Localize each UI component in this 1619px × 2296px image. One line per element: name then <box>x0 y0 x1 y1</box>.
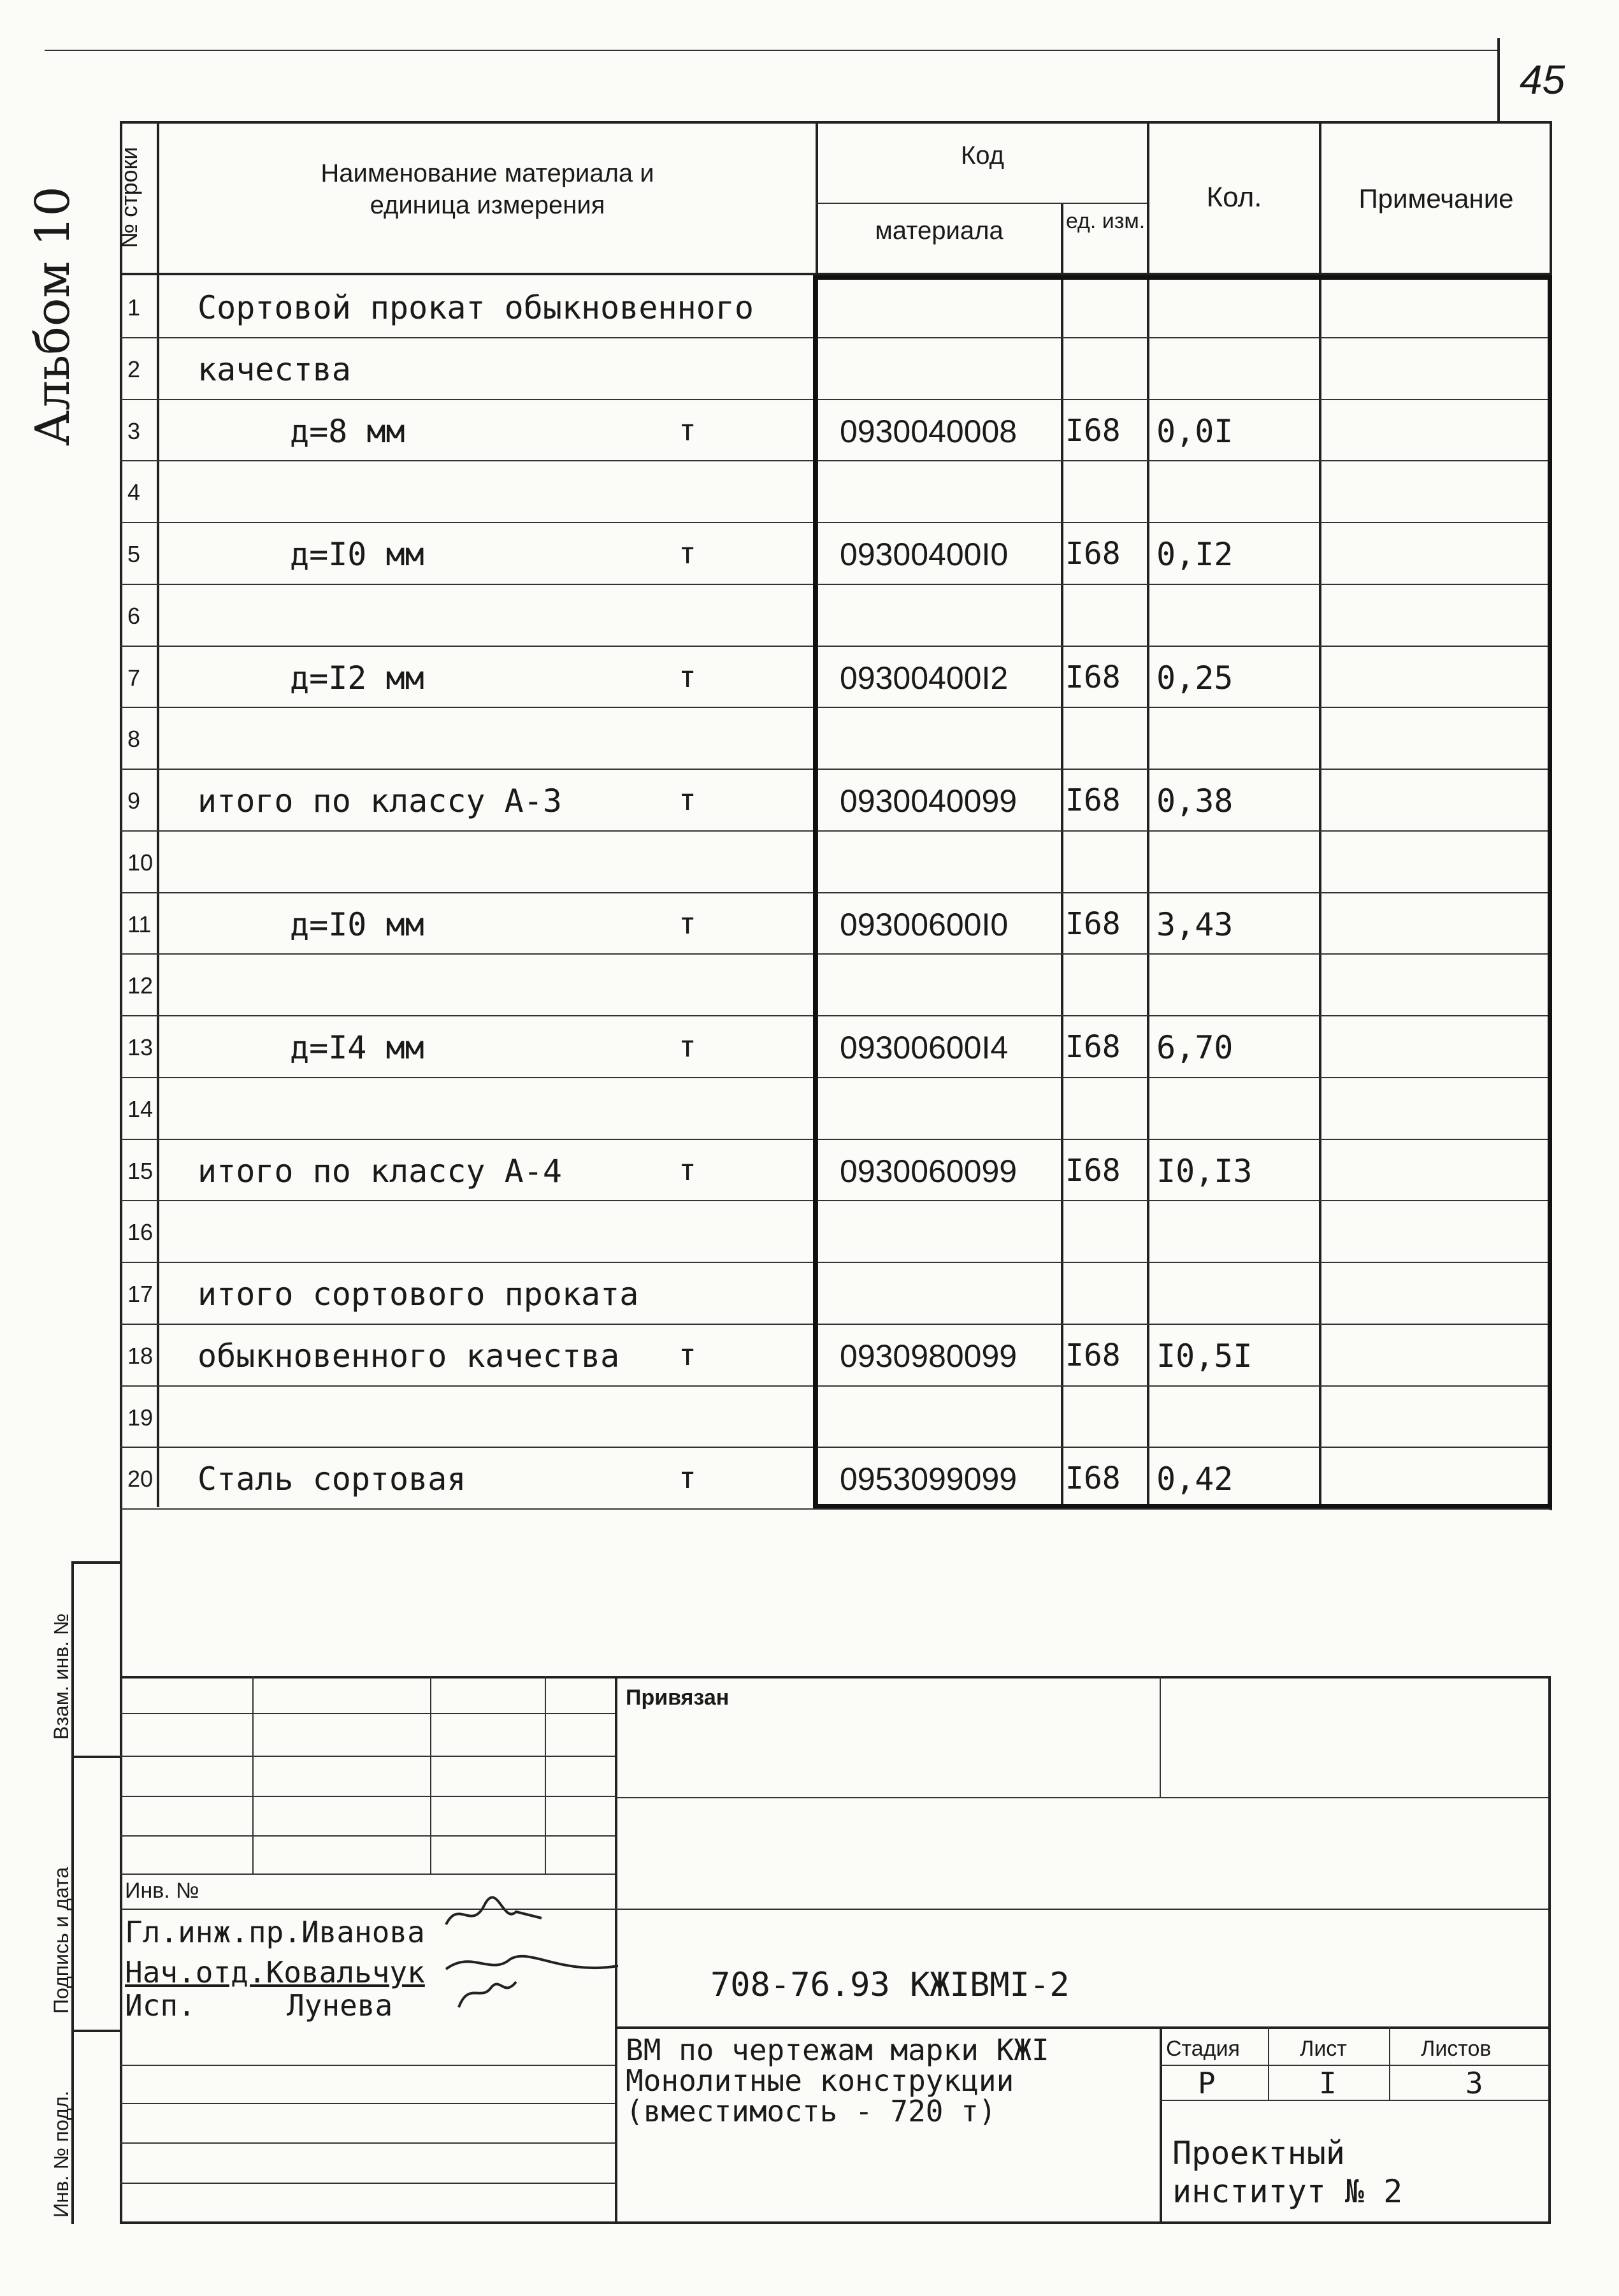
row-name: Сталь сортовая <box>198 1461 466 1498</box>
stamp-row4 <box>120 1835 615 1837</box>
row-separator <box>120 1508 1550 1510</box>
stamp-bottom-border <box>120 2221 1550 2224</box>
row-unit-code: I68 <box>1065 1461 1121 1496</box>
row-number: 13 <box>127 1034 154 1060</box>
row-material-code: 0953099099 <box>840 1461 1018 1497</box>
row-number: 9 <box>127 788 141 814</box>
stamp-row3 <box>120 1796 615 1797</box>
row-number: 14 <box>127 1096 154 1122</box>
code-subheader-border <box>816 203 1147 204</box>
person-dept-head: Нач.отд.Ковальчук <box>125 1955 425 1989</box>
row-material-code: 09300600I4 <box>840 1030 1009 1065</box>
header-row-number: № строки <box>116 147 142 249</box>
stage-value: Р <box>1198 2066 1216 2100</box>
stamp-right-border <box>1548 1676 1551 2224</box>
row-number: 6 <box>127 603 141 629</box>
title-line1: ВМ по чертежам марки КЖI <box>626 2033 1049 2067</box>
row-unit: т <box>679 660 696 694</box>
row-unit: т <box>679 536 696 570</box>
row-unit: т <box>679 783 696 817</box>
privyazan-label: Привязан <box>626 1686 730 1710</box>
stamp-label-vzam: Взам. инв. № <box>50 1613 73 1740</box>
row-unit-code: I68 <box>1065 536 1121 572</box>
stamp-right-row2 <box>615 2026 1548 2029</box>
header-code-unit: ед. изм. <box>1065 209 1146 233</box>
row-material-code: 0930040099 <box>840 783 1018 819</box>
stamp-row6 <box>120 1909 1548 1910</box>
person-chief-engineer: Гл.инж.пр.Иванова <box>125 1915 425 1949</box>
stamp-row10 <box>120 2183 615 2184</box>
stamp-col3 <box>545 1676 546 1874</box>
row-unit-code: I68 <box>1065 1029 1121 1065</box>
stamp-privyazan-divider <box>1160 1676 1161 1797</box>
row-material-code: 0930980099 <box>840 1338 1018 1374</box>
row-material-code: 09300400I0 <box>840 537 1009 572</box>
row-unit-code: I68 <box>1065 660 1121 695</box>
stamp-row5 <box>120 1874 615 1875</box>
person-executor-role: Исп. <box>125 1988 196 2023</box>
row-quantity: 0,25 <box>1156 660 1234 697</box>
sheet-value: I <box>1319 2066 1337 2100</box>
stamp-row1 <box>120 1713 615 1714</box>
row-number: 17 <box>127 1281 154 1307</box>
inv-no-label: Инв. № <box>125 1879 199 1903</box>
header-code-material: материала <box>875 217 1004 245</box>
row-number: 18 <box>127 1343 154 1369</box>
org-line1: Проектный <box>1172 2135 1345 2172</box>
header-code: Код <box>960 141 1004 170</box>
row-quantity: 0,42 <box>1156 1461 1234 1498</box>
row-name: д=I4 мм <box>290 1029 424 1066</box>
stage-value-border <box>1160 2100 1548 2101</box>
stamp-right-row1 <box>615 1797 1548 1798</box>
stamp-label-inv: Инв. № подл. <box>50 2090 73 2218</box>
row-material-code: 09300400I2 <box>840 660 1009 696</box>
stamp-row8 <box>120 2103 615 2104</box>
stamp-strip-top <box>71 1561 122 1564</box>
row-number: 16 <box>127 1219 154 1245</box>
stamp-row9 <box>120 2142 615 2144</box>
row-unit-code: I68 <box>1065 906 1121 942</box>
row-quantity: 0,0I <box>1156 413 1234 450</box>
row-number: 1 <box>127 294 141 321</box>
sheet-label: Лист <box>1300 2037 1347 2061</box>
stamp-strip-div2 <box>71 2030 122 2032</box>
person-executor-name: Лунева <box>287 1988 393 2023</box>
row-material-code: 09300600I0 <box>840 907 1009 942</box>
row-number: 3 <box>127 418 141 444</box>
stamp-strip-div1 <box>71 1756 122 1758</box>
row-number: 7 <box>127 665 141 691</box>
stamp-right-panel-divider <box>1160 2026 1162 2224</box>
row-name: д=8 мм <box>290 413 405 450</box>
row-unit: т <box>679 1029 696 1064</box>
page-number: 45 <box>1520 57 1565 103</box>
stage-col-divider <box>1268 2026 1269 2100</box>
row-name: д=I0 мм <box>290 536 424 573</box>
row-unit-code: I68 <box>1065 1338 1121 1373</box>
row-unit: т <box>679 1338 696 1372</box>
row-number: 5 <box>127 541 141 567</box>
row-number: 10 <box>127 849 154 876</box>
title-line2: Монолитные конструкции <box>626 2063 1014 2098</box>
page-number-divider <box>1497 38 1500 121</box>
stage-label: Стадия <box>1166 2037 1240 2061</box>
row-quantity: I0,5I <box>1156 1338 1253 1375</box>
signatures-image <box>433 1886 624 2014</box>
row-number: 19 <box>127 1404 154 1431</box>
header-note: Примечание <box>1358 184 1514 213</box>
sheet-col-divider <box>1389 2026 1390 2100</box>
row-unit: т <box>679 1153 696 1187</box>
top-rule <box>45 50 1497 51</box>
header-top-border <box>120 121 1552 124</box>
row-name: итого по классу А-3 <box>198 783 562 819</box>
org-line2: институт № 2 <box>1172 2173 1403 2210</box>
row-quantity: I0,I3 <box>1156 1153 1253 1190</box>
stamp-label-podpis: Подпись и дата <box>50 1866 73 2014</box>
stage-header-border <box>1160 2065 1548 2066</box>
row-number: 2 <box>127 356 141 382</box>
document-code: 708-76.93 КЖIВМI-2 <box>710 1966 1070 2004</box>
stamp-col2 <box>430 1676 431 1874</box>
sheets-label: Листов <box>1421 2037 1492 2061</box>
row-number: 20 <box>127 1466 154 1492</box>
row-name: итого по классу А-4 <box>198 1153 562 1190</box>
row-number: 12 <box>127 972 154 999</box>
row-material-code: 0930060099 <box>840 1153 1018 1189</box>
row-unit: т <box>679 1461 696 1495</box>
sheets-value: 3 <box>1465 2066 1483 2100</box>
row-unit: т <box>679 906 696 941</box>
row-number: 11 <box>127 911 152 937</box>
row-name: обыкновенного качества <box>198 1338 620 1375</box>
stamp-col1 <box>252 1676 254 1874</box>
row-name: д=I2 мм <box>290 660 424 697</box>
album-side-label: Альбом 10 <box>25 186 80 446</box>
row-number: 4 <box>127 479 141 505</box>
row-quantity: 6,70 <box>1156 1029 1234 1066</box>
stamp-row7 <box>120 2065 615 2066</box>
highlighted-code-block <box>813 275 1552 1508</box>
row-unit-code: I68 <box>1065 783 1121 818</box>
row-number: 15 <box>127 1158 154 1184</box>
title-line3: (вместимость - 720 т) <box>626 2094 997 2128</box>
header-name-line1: Наименование материала и <box>320 159 654 187</box>
header-qty: Кол. <box>1206 182 1262 213</box>
row-material-code: 0930040008 <box>840 414 1018 449</box>
stamp-row2 <box>120 1756 615 1757</box>
row-number: 8 <box>127 726 141 752</box>
row-name: качества <box>198 351 351 388</box>
header-name-line2: единица измерения <box>370 191 605 219</box>
row-quantity: 3,43 <box>1156 906 1234 943</box>
stamp-top-border <box>120 1676 1550 1679</box>
row-name: итого сортового проката <box>198 1276 639 1313</box>
row-unit-code: I68 <box>1065 1153 1121 1188</box>
row-name: д=I0 мм <box>290 906 424 943</box>
row-name: Сортовой прокат обыкновенного <box>198 289 754 326</box>
row-unit: т <box>679 413 696 447</box>
row-unit-code: I68 <box>1065 413 1121 449</box>
row-quantity: 0,I2 <box>1156 536 1234 573</box>
row-quantity: 0,38 <box>1156 783 1234 819</box>
